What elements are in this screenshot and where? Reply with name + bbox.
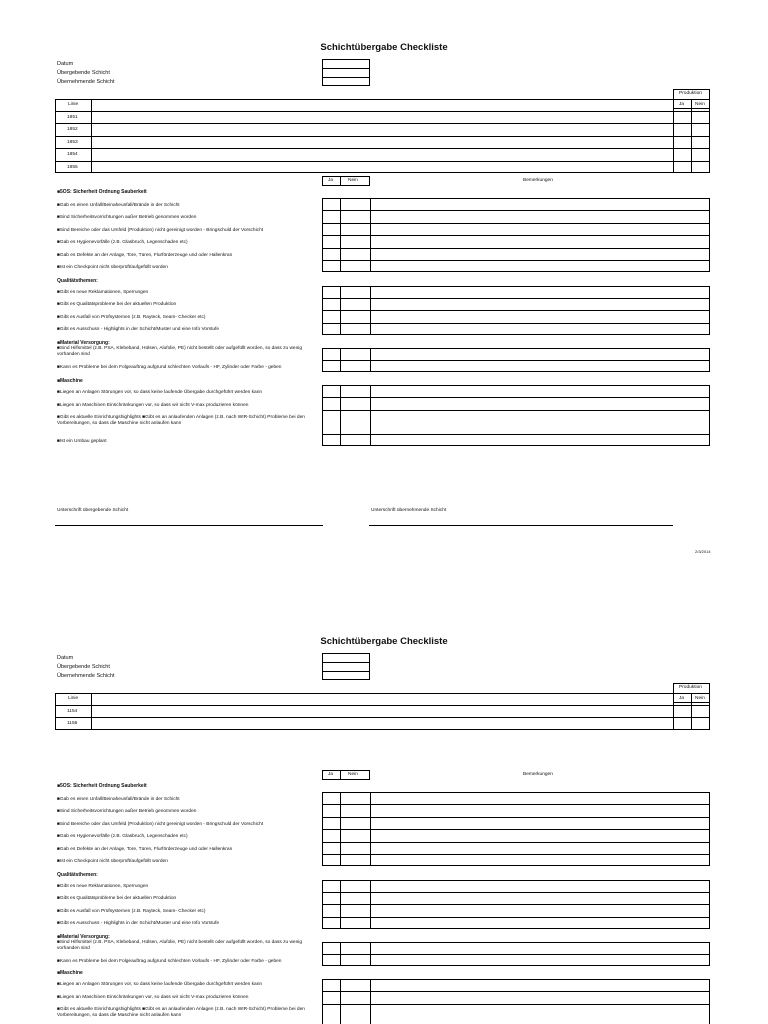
section-head-5os: ■5OS: Sicherheit Ordnung Sauberkeit — [57, 783, 147, 789]
checklist-item: ■Ist ein Checkpoint nicht überprüft/aufgefüllt worden — [57, 859, 168, 864]
label-uebernehmende-schicht: Übernehmende Schicht — [57, 79, 115, 85]
checklist-item: ■Sind Bereiche oder das Umfeld (Produktion) nicht gereinigt worden - Bringschuld der Vorschicht — [57, 228, 264, 233]
checklist-item: ■Gibt es Ausschuss - Highlights in der Schicht/Muster und eine Info Vorstufe — [57, 921, 220, 926]
nein-col-label: Nein — [348, 178, 358, 183]
checklist-item: ■Gibt es Qualitätsprobleme bei der aktuellen Produktion — [57, 302, 177, 307]
line-row: 1854 — [67, 152, 78, 157]
section-head-qualitaet: Qualitätsthemen: — [57, 872, 98, 878]
section-head-maschine: ■Maschine — [57, 378, 83, 384]
line-row: 1156 — [67, 721, 78, 726]
checklist-page-2 — [0, 594, 768, 1024]
header-input-box[interactable] — [322, 653, 370, 680]
checklist-item: ■Gab es Hygienevorfälle (z.B. Glasbruch, Legenschaden etc) — [57, 240, 188, 245]
checklist-item: ■Ist ein Umbau geplant — [57, 439, 107, 444]
signature-label-left: Unterschrift übergebende Schicht — [57, 508, 129, 513]
section-head-qualitaet: Qualitätsthemen: — [57, 278, 98, 284]
checklist-item: ■Gab es einen Unfall/Beinaheunfall/Brände in der Schicht — [57, 203, 180, 208]
section-head-maschine: ■Maschine — [57, 970, 83, 976]
checklist-item: ■Gibt es Ausfall von Prüfsystemen (z.B. Rayteck, Seam- Checker etc) — [57, 315, 206, 320]
line-row: 1855 — [67, 165, 78, 170]
bemerkungen-label: Bemerkungen — [523, 772, 553, 777]
signature-line-left[interactable] — [55, 525, 323, 526]
checklist-item: ■Liegen an Maschinen Einschränkungen vor, so dass wir nicht V-max produzieren können — [57, 403, 249, 408]
signature-label-right: Unterschrift übernehmende Schicht — [371, 508, 447, 513]
checklist-item: ■Liegen an Maschinen Einschränkungen vor, so dass wir nicht V-max produzieren können — [57, 995, 249, 1000]
answer-grid-maschine[interactable] — [322, 385, 710, 446]
checklist-item: ■Sind Bereiche oder das Umfeld (Produktion) nicht gereinigt worden - Bringschuld der Vorschicht — [57, 822, 264, 827]
checklist-item: ■Gibt es aktuelle Einrichtungshighlights ■Gibt es an anlaufenden Anlagen (z.B. nach WIR-Schicht) Probleme bei den Vorbereitungen, so dass die Maschine nicht anlaufen kann — [57, 1007, 305, 1018]
nein-label: Nein — [695, 696, 705, 701]
label-datum: Datum — [57, 61, 74, 67]
page-title: Schichtübergabe Checkliste — [320, 42, 448, 53]
ja-col-label: Ja — [328, 178, 334, 183]
produktion-label: Produktion — [679, 685, 702, 690]
checklist-item: ■Gibt es neue Reklamationen, Sperrungen — [57, 884, 149, 889]
section-head-material: ■Material Versorgung: — [57, 934, 110, 940]
checklist-item: ■Gibt es Ausschuss - Highlights in der Schicht/Muster und eine Info Vorstufe — [57, 327, 220, 332]
checklist-item: ■Gibt es neue Reklamationen, Sperrungen — [57, 290, 149, 295]
bemerkungen-label: Bemerkungen — [523, 178, 553, 183]
line-row: 1852 — [67, 127, 78, 132]
checklist-item: ■Gab es Hygienevorfälle (z.B. Glasbruch, Legenschaden etc) — [57, 834, 188, 839]
linie-header: Linie — [68, 696, 79, 701]
checklist-item: ■Ist ein Checkpoint nicht überprüft/aufgefüllt worden — [57, 265, 168, 270]
checklist-item: ■Sind Sicherheitsvorrichtungen außer Betrieb genommen worden — [57, 809, 197, 814]
page-title: Schichtübergabe Checkliste — [320, 636, 448, 647]
line-row: 1853 — [67, 140, 78, 145]
checklist-item: ■Liegen an Anlagen Störungen vor, so dass keine laufende Übergabe durchgeführt werden kann — [57, 390, 263, 395]
checklist-item: ■Gab es Defekte an der Anlage, Tore, Türen, Flurförderzeuge und oder Hallenkran — [57, 253, 233, 258]
signature-line-right[interactable] — [369, 525, 673, 526]
line-row: 1154 — [67, 709, 78, 714]
checklist-item: ■Kann es Probleme bei dem Folgeauftrag aufgrund schlechten Vorlaufs - HF, Zylinder oder Farbe - geben — [57, 365, 282, 370]
linie-table — [55, 693, 710, 730]
section-head-material: ■Material Versorgung: — [57, 340, 110, 346]
checklist-item: ■Sind Hilfsmittel (z.B. PSA, Klebeband, Hülsen, Alufolie, PE) nicht bestellt oder aufgefüllt worden, so dass zu wenig vorhanden sind — [57, 346, 302, 357]
line-row: 1851 — [67, 115, 78, 120]
checklist-item: ■Gibt es aktuelle Einrichtungshighlights ■Gibt es an anlaufenden Anlagen (z.B. nach WIR-Schicht) Probleme bei den Vorbereitungen, so dass die Maschine nicht anlaufen kann — [57, 415, 305, 426]
ja-label: Ja — [679, 102, 685, 107]
header-input-box[interactable] — [322, 59, 370, 86]
label-uebergebende-schicht: Übergebende Schicht — [57, 70, 110, 76]
checklist-item: ■Gab es einen Unfall/Beinaheunfall/Brände in der Schicht — [57, 797, 180, 802]
nein-label: Nein — [695, 102, 705, 107]
nein-col-label: Nein — [348, 772, 358, 777]
footer-date: 2/3/2014 — [695, 549, 711, 554]
label-uebergebende-schicht: Übergebende Schicht — [57, 664, 110, 670]
answer-grid-maschine[interactable] — [322, 979, 710, 1024]
section-head-5os: ■5OS: Sicherheit Ordnung Sauberkeit — [57, 189, 147, 195]
produktion-label: Produktion — [679, 91, 702, 96]
checklist-item: ■Liegen an Anlagen Störungen vor, so dass keine laufende Übergabe durchgeführt werden kann — [57, 982, 263, 987]
ja-col-label: Ja — [328, 772, 334, 777]
checklist-item: ■Gibt es Ausfall von Prüfsystemen (z.B. Rayteck, Seam- Checker etc) — [57, 909, 206, 914]
checklist-item: ■Gibt es Qualitätsprobleme bei der aktuellen Produktion — [57, 896, 177, 901]
label-uebernehmende-schicht: Übernehmende Schicht — [57, 673, 115, 679]
checklist-item: ■Sind Sicherheitsvorrichtungen außer Betrieb genommen worden — [57, 215, 197, 220]
checklist-item: ■Gab es Defekte an der Anlage, Tore, Türen, Flurförderzeuge und oder Hallenkran — [57, 847, 233, 852]
ja-label: Ja — [679, 696, 685, 701]
linie-header: Linie — [68, 102, 79, 107]
checklist-item: ■Kann es Probleme bei dem Folgeauftrag aufgrund schlechten Vorlaufs - HF, Zylinder oder Farbe - geben — [57, 959, 282, 964]
label-datum: Datum — [57, 655, 74, 661]
checklist-item: ■Sind Hilfsmittel (z.B. PSA, Klebeband, Hülsen, Alufolie, PE) nicht bestellt oder aufgefüllt worden, so dass zu wenig vorhanden sind — [57, 940, 302, 951]
